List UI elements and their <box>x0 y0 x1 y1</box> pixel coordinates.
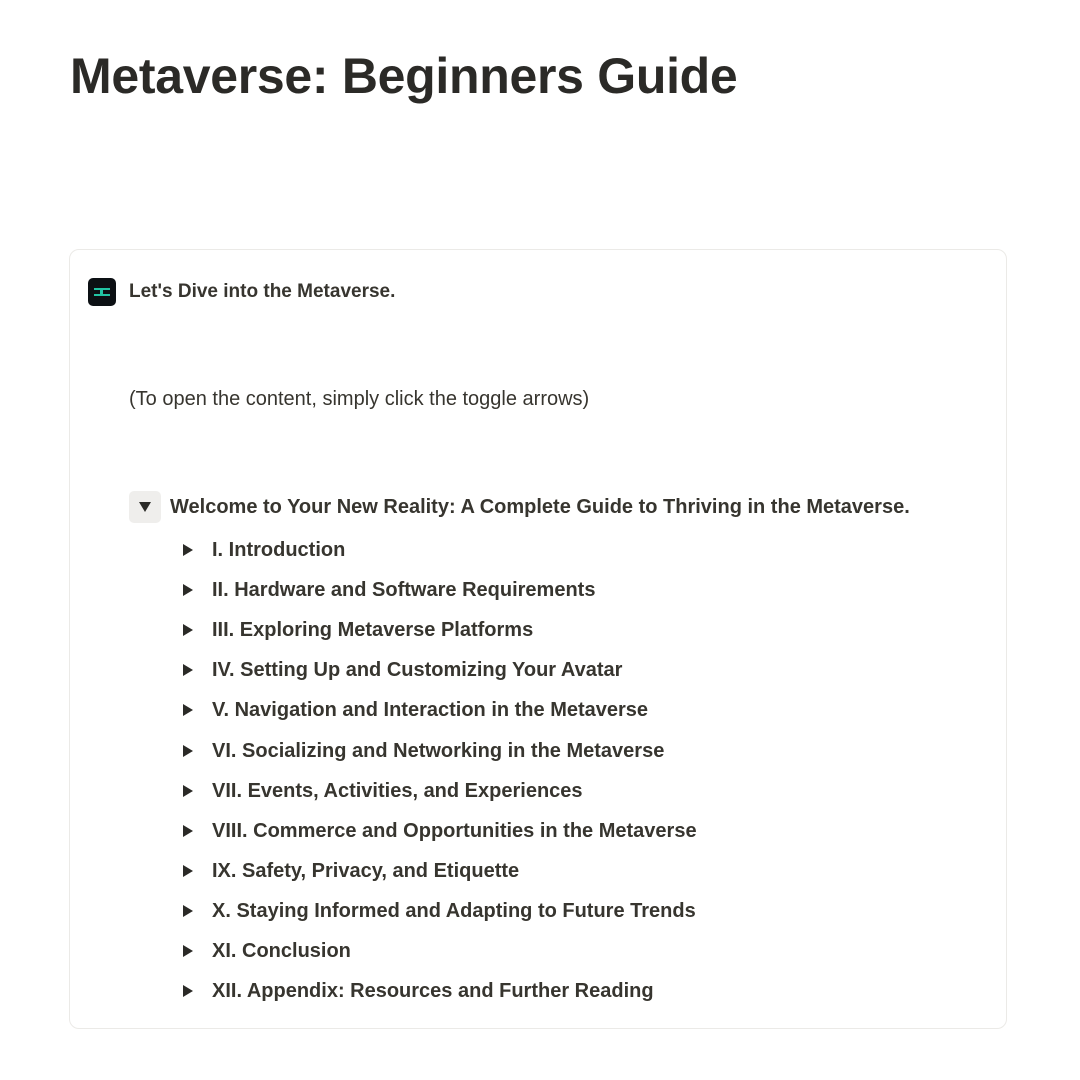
section-toggle[interactable] <box>180 570 697 610</box>
section-toggle[interactable] <box>180 931 697 971</box>
section-toggle-label: II. Hardware and Software Requirements <box>212 579 596 602</box>
triangle-right-icon[interactable] <box>183 785 193 797</box>
section-toggle-label: XI. Conclusion <box>212 939 351 962</box>
toggle-expanded-arrow-button[interactable] <box>129 491 161 523</box>
section-toggle[interactable] <box>180 771 697 811</box>
section-toggle-label: IV. Setting Up and Customizing Your Avatar <box>212 659 623 682</box>
triangle-right-icon[interactable] <box>183 584 193 596</box>
section-toggle-label: IX. Safety, Privacy, and Etiquette <box>212 859 520 882</box>
metaverse-logo-icon[interactable] <box>88 278 116 306</box>
triangle-right-icon[interactable] <box>183 985 193 997</box>
section-toggle-label: VII. Events, Activities, and Experiences <box>212 779 583 802</box>
triangle-right-icon[interactable] <box>183 865 193 877</box>
instructions-text: (To open the content, simply click the toggle arrows) <box>129 388 590 410</box>
triangle-right-icon[interactable] <box>183 664 193 676</box>
triangle-down-icon <box>139 502 151 512</box>
section-toggle-label: XII. Appendix: Resources and Further Reading <box>212 980 654 1003</box>
section-toggle-label: X. Staying Informed and Adapting to Future Trends <box>212 899 696 922</box>
triangle-right-icon[interactable] <box>183 905 193 917</box>
section-toggle-label: VI. Socializing and Networking in the Metaverse <box>212 739 665 762</box>
section-toggle[interactable] <box>180 891 697 931</box>
callout-header <box>88 278 395 306</box>
section-toggle-label: III. Exploring Metaverse Platforms <box>212 619 534 642</box>
main-toggle[interactable] <box>129 491 910 523</box>
main-toggle-label: Welcome to Your New Reality: A Complete Guide to Thriving in the Metaverse. <box>170 496 910 518</box>
section-toggle-label: VIII. Commerce and Opportunities in the Metaverse <box>212 819 697 842</box>
triangle-right-icon[interactable] <box>183 825 193 837</box>
section-toggle[interactable] <box>180 851 697 891</box>
section-toggle[interactable] <box>180 690 697 730</box>
page-title: Metaverse: Beginners Guide <box>70 48 738 104</box>
callout-heading: Let's Dive into the Metaverse. <box>129 281 396 302</box>
section-toggle-list <box>180 530 697 1011</box>
triangle-right-icon[interactable] <box>183 945 193 957</box>
logo-mark <box>94 288 110 296</box>
triangle-right-icon[interactable] <box>183 624 193 636</box>
section-toggle[interactable] <box>180 530 697 570</box>
section-toggle-label: I. Introduction <box>212 539 346 562</box>
section-toggle[interactable] <box>180 650 697 690</box>
triangle-right-icon[interactable] <box>183 745 193 757</box>
section-toggle[interactable] <box>180 610 697 650</box>
section-toggle[interactable] <box>180 730 697 770</box>
section-toggle[interactable] <box>180 811 697 851</box>
triangle-right-icon[interactable] <box>183 704 193 716</box>
triangle-right-icon[interactable] <box>183 544 193 556</box>
section-toggle[interactable] <box>180 971 697 1011</box>
section-toggle-label: V. Navigation and Interaction in the Metaverse <box>212 699 649 722</box>
callout-block <box>69 249 1007 1029</box>
